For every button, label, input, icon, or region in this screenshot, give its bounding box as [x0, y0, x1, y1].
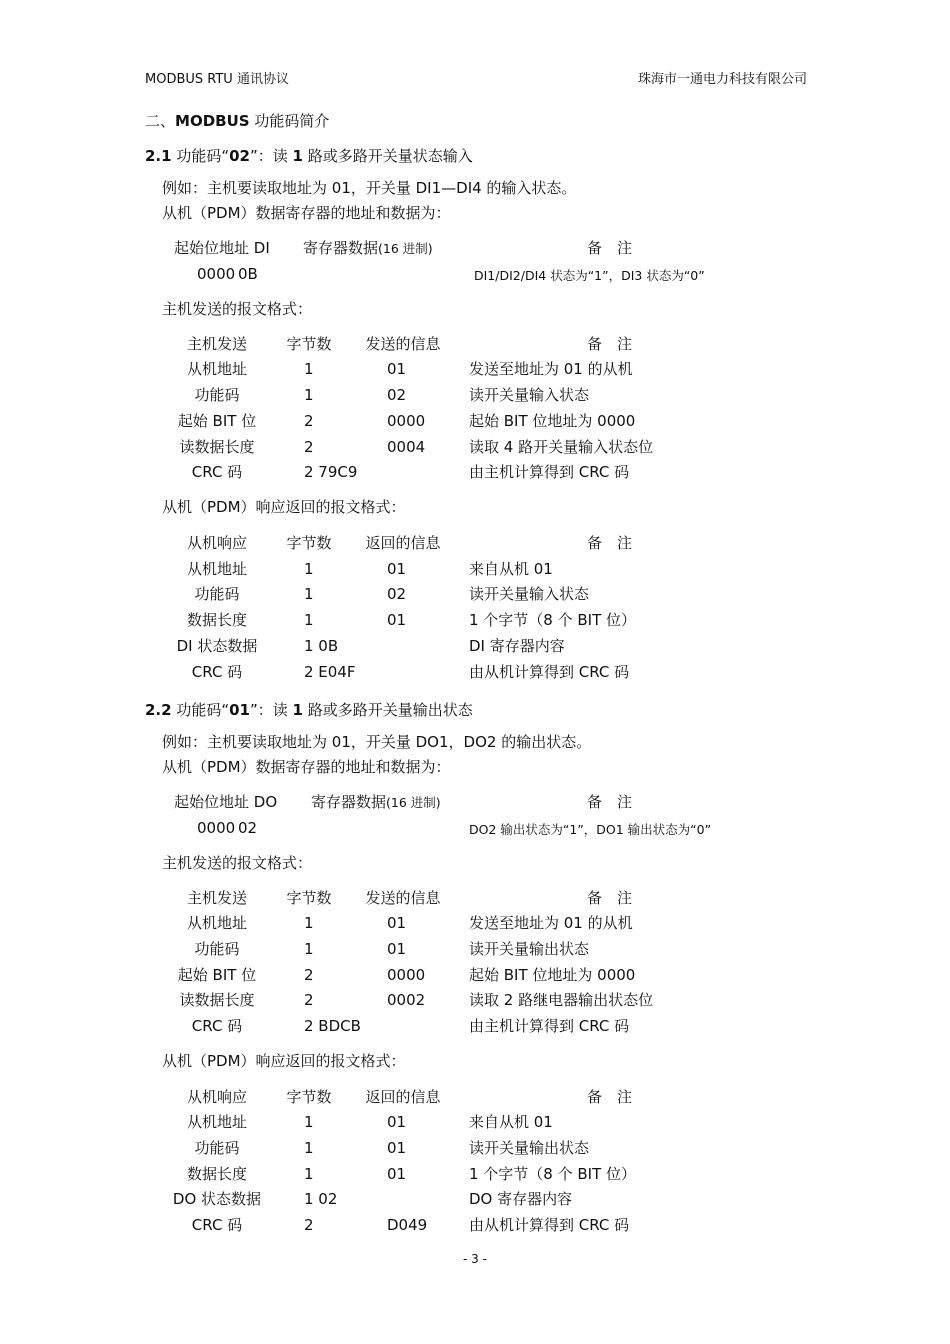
- table-cell: 2 79C9: [304, 463, 358, 481]
- table-cell: 读开关量输入状态: [469, 386, 590, 404]
- subsection-heading-2-2: 2.2 功能码“01”：读 1 路或多路开关量输出状态: [145, 701, 473, 719]
- table-cell: DO 状态数据: [172, 1190, 262, 1208]
- table-header: 返回的信息: [365, 534, 441, 552]
- table-cell: 起始 BIT 位地址为 0000: [469, 412, 636, 430]
- table-cell: 功能码: [194, 1139, 240, 1157]
- table-header: 备 注: [587, 534, 633, 552]
- table-cell: 发送至地址为 01 的从机: [469, 914, 633, 932]
- table-header: 发送的信息: [365, 335, 441, 353]
- table-cell: 01: [387, 1165, 407, 1183]
- table-cell: 01: [387, 611, 407, 629]
- table-cell: 1 02: [304, 1190, 338, 1208]
- table-cell: 02: [387, 585, 407, 603]
- table-cell: 读数据长度: [179, 438, 255, 456]
- table-cell: 从机地址: [186, 360, 247, 378]
- table-cell: 01: [387, 560, 407, 578]
- table-cell: 1: [304, 360, 314, 378]
- table-header: 备 注: [587, 1088, 633, 1106]
- table-cell: 读开关量输出状态: [469, 940, 590, 958]
- table-cell: CRC 码: [191, 663, 243, 681]
- host-format-label: 主机发送的报文格式：: [162, 300, 313, 318]
- table-cell: 1: [304, 585, 314, 603]
- table-cell: 01: [387, 1139, 407, 1157]
- example-text: 例如：主机要读取地址为 01，开关量 DO1，DO2 的输出状态。: [162, 733, 592, 751]
- table-cell: 从机地址: [186, 1113, 247, 1131]
- table-cell: 01: [387, 940, 407, 958]
- table-cell: D049: [387, 1216, 428, 1234]
- table-cell: 读开关量输入状态: [469, 585, 590, 603]
- section-prefix: 二、: [145, 112, 176, 130]
- table-header: 字节数: [286, 889, 332, 907]
- header-right: 珠海市一通电力科技有限公司: [637, 72, 807, 87]
- example-text: 例如：主机要读取地址为 01，开关量 DI1—DI4 的输入状态。: [162, 179, 577, 197]
- slave-register-intro: 从机（PDM）数据寄存器的地址和数据为：: [162, 204, 451, 222]
- table-cell: 1: [304, 386, 314, 404]
- table-cell: DO 寄存器内容: [469, 1190, 573, 1208]
- table-cell: 1: [304, 940, 314, 958]
- table-cell: CRC 码: [191, 463, 243, 481]
- table-cell: 由从机计算得到 CRC 码: [469, 1216, 630, 1234]
- table-cell: 由从机计算得到 CRC 码: [469, 663, 630, 681]
- table-cell: 从机地址: [186, 914, 247, 932]
- table-cell: 功能码: [194, 585, 240, 603]
- table-cell: 读数据长度: [179, 991, 255, 1009]
- host-format-label: 主机发送的报文格式：: [162, 854, 313, 872]
- table-header: 字节数: [286, 534, 332, 552]
- page-number: - 3 -: [463, 1252, 487, 1266]
- table-cell: 2: [304, 1216, 314, 1234]
- table-cell: 读取 4 路开关量输入状态位: [469, 438, 654, 456]
- table-header: 字节数: [286, 335, 332, 353]
- table-cell: 读开关量输出状态: [469, 1139, 590, 1157]
- table-cell: 1: [304, 1113, 314, 1131]
- reg-header-note: 备 注: [587, 793, 633, 811]
- table-cell: 读取 2 路继电器输出状态位: [469, 991, 654, 1009]
- table-cell: CRC 码: [191, 1216, 243, 1234]
- table-cell: 发送至地址为 01 的从机: [469, 360, 633, 378]
- subsection-heading-2-1: 2.1 功能码“02”：读 1 路或多路开关量状态输入: [145, 147, 473, 165]
- response-format-label: 从机（PDM）响应返回的报文格式：: [162, 498, 406, 516]
- header-left: MODBUS RTU 通讯协议: [145, 72, 289, 87]
- table-cell: 1: [304, 611, 314, 629]
- section-bold: MODBUS: [175, 112, 250, 130]
- reg-data-value: 02: [238, 819, 258, 837]
- reg-header-start: 起始位地址 DO: [174, 793, 278, 811]
- table-header: 字节数: [286, 1088, 332, 1106]
- table-cell: 数据长度: [186, 611, 247, 629]
- table-cell: DI 状态数据: [176, 637, 258, 655]
- table-cell: 2: [304, 966, 314, 984]
- reg-note-value: DO2 输出状态为“1”，DO1 输出状态为“0”: [469, 822, 712, 837]
- section-suffix: 功能码简介: [249, 112, 330, 130]
- table-cell: DI 寄存器内容: [469, 637, 565, 655]
- table-header: 从机响应: [186, 534, 247, 552]
- table-cell: 2: [304, 438, 314, 456]
- table-cell: 2: [304, 991, 314, 1009]
- table-cell: 01: [387, 914, 407, 932]
- reg-note-value: DI1/DI2/DI4 状态为“1”，DI3 状态为“0”: [474, 268, 705, 283]
- table-cell: 起始 BIT 位: [177, 412, 257, 430]
- reg-data-value: 0B: [238, 265, 258, 283]
- table-header: 返回的信息: [365, 1088, 441, 1106]
- table-cell: 从机地址: [186, 560, 247, 578]
- table-cell: 来自从机 01: [469, 560, 553, 578]
- table-cell: 1: [304, 1165, 314, 1183]
- table-cell: 0000: [387, 412, 426, 430]
- slave-register-intro: 从机（PDM）数据寄存器的地址和数据为：: [162, 758, 451, 776]
- reg-start-value: 0000: [197, 819, 236, 837]
- table-cell: 1: [304, 914, 314, 932]
- section-title: [145, 114, 329, 129]
- table-header: 备 注: [587, 335, 633, 353]
- table-header: 备 注: [587, 889, 633, 907]
- reg-header-data: 寄存器数据(16 进制): [303, 239, 433, 257]
- table-cell: 功能码: [194, 386, 240, 404]
- table-cell: 来自从机 01: [469, 1113, 553, 1131]
- table-cell: 数据长度: [186, 1165, 247, 1183]
- table-cell: 0004: [387, 438, 426, 456]
- table-cell: 0000: [387, 966, 426, 984]
- reg-header-data: 寄存器数据(16 进制): [311, 793, 441, 811]
- table-cell: 由主机计算得到 CRC 码: [469, 463, 630, 481]
- table-cell: 功能码: [194, 940, 240, 958]
- reg-header-note: 备 注: [587, 239, 633, 257]
- reg-start-value: 0000: [197, 265, 236, 283]
- table-header: 发送的信息: [365, 889, 441, 907]
- table-cell: 1 个字节（8 个 BIT 位）: [469, 611, 637, 629]
- table-cell: 01: [387, 1113, 407, 1131]
- response-format-label: 从机（PDM）响应返回的报文格式：: [162, 1052, 406, 1070]
- table-cell: 2 E04F: [304, 663, 356, 681]
- table-header: 从机响应: [186, 1088, 247, 1106]
- table-cell: 由主机计算得到 CRC 码: [469, 1017, 630, 1035]
- table-cell: 1 个字节（8 个 BIT 位）: [469, 1165, 637, 1183]
- table-cell: 2 BDCB: [304, 1017, 361, 1035]
- table-header: 主机发送: [186, 889, 247, 907]
- table-header: 主机发送: [186, 335, 247, 353]
- reg-header-start: 起始位地址 DI: [174, 239, 270, 257]
- table-cell: 01: [387, 360, 407, 378]
- table-cell: 1: [304, 560, 314, 578]
- table-cell: 起始 BIT 位地址为 0000: [469, 966, 636, 984]
- table-cell: 2: [304, 412, 314, 430]
- table-cell: CRC 码: [191, 1017, 243, 1035]
- table-cell: 0002: [387, 991, 426, 1009]
- table-cell: 1 0B: [304, 637, 339, 655]
- table-cell: 1: [304, 1139, 314, 1157]
- table-cell: 02: [387, 386, 407, 404]
- table-cell: 起始 BIT 位: [177, 966, 257, 984]
